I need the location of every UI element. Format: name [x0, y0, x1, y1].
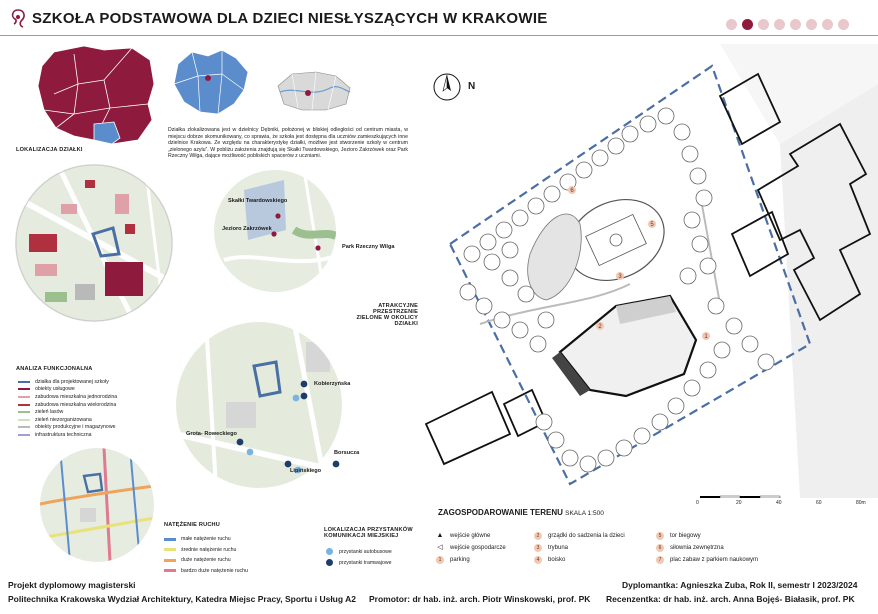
functional-legend-item — [18, 393, 117, 401]
poland-map — [34, 44, 158, 148]
functional-label: ANALIZA FUNKCJONALNA — [16, 366, 93, 372]
north-arrow-icon — [432, 72, 462, 102]
svg-text:2: 2 — [598, 324, 602, 330]
site-legend-item — [656, 554, 758, 566]
legend-text: wejście gospodarcze — [450, 545, 506, 551]
svg-text:3: 3 — [618, 274, 622, 280]
legend-marker-icon: 2 — [534, 532, 542, 540]
green-label — [334, 303, 418, 327]
site-legend-col3 — [656, 530, 758, 566]
legend-text: wejście główne — [450, 533, 491, 539]
footer-promotor: Promotor: dr hab. inż. arch. Piotr Winskowski, prof. PK — [369, 594, 591, 604]
legend-text: parking — [450, 557, 470, 563]
footer-left-line2: Politechnika Krakowska Wydział Architektury, Katedra Miejsc Pracy, Sportu i Usług A2 — [8, 594, 356, 604]
legend-swatch — [18, 426, 30, 428]
stop-label: Borsucza — [334, 450, 360, 456]
green-place-label: Skałki Twardowskiego — [228, 198, 288, 204]
site-title-text: ZAGOSPODAROWANIE TERENU — [438, 508, 563, 517]
green-label-line: ATRAKCYJNE PRZESTRZENIE — [373, 303, 418, 315]
legend-text: przystanki tramwajowe — [339, 559, 392, 566]
functional-legend-item — [18, 431, 117, 439]
legend-text: grządki do sadzenia la dzieci — [548, 533, 625, 539]
traffic-label: NATĘŻENIE RUCHU — [164, 522, 221, 528]
site-plan — [420, 44, 878, 498]
legend-swatch — [18, 396, 30, 398]
scale-tick-label: 0 — [696, 500, 699, 506]
legend-text: działka dla projektowanej szkoły — [35, 378, 109, 385]
scale-bar — [700, 496, 780, 498]
legend-marker-icon: 6 — [656, 544, 664, 552]
green-place-label: Park Rzeczny Wilga — [342, 244, 395, 250]
legend-text: zabudowa mieszkalna wielorodzina — [35, 401, 117, 408]
legend-text: zieleń niezorganizowana — [35, 416, 92, 423]
traffic-legend-item — [164, 534, 248, 545]
footer-right-line1: Dyplomantka: Agnieszka Zuba, Rok II, semestr I 2023/2024 — [622, 580, 858, 590]
page-dot[interactable] — [822, 19, 833, 30]
legend-marker-icon: 4 — [534, 556, 542, 564]
traffic-legend-item — [164, 566, 248, 577]
stop-dot-icon — [326, 559, 333, 566]
transport-label-line: LOKALIZACJA PRZYSTANKÓW — [324, 527, 413, 533]
legend-swatch — [18, 381, 30, 383]
stop-label: Lipińskiego — [290, 468, 322, 474]
transport-map — [176, 322, 342, 488]
functional-legend-item — [18, 378, 117, 386]
legend-swatch — [18, 404, 30, 406]
green-place-label: Jezioro Zakrzówek — [222, 226, 272, 232]
page-dot[interactable] — [806, 19, 817, 30]
site-legend-col2 — [534, 530, 625, 566]
scale-tick-label: 80m — [856, 500, 866, 506]
traffic-legend-item — [164, 555, 248, 566]
functional-legend-item — [18, 386, 117, 394]
site-legend-col1 — [436, 530, 506, 566]
legend-text: zabudowa mieszkalna jednorodzina — [35, 393, 118, 400]
location-label: LOKALIZACJA DZIAŁKI — [16, 147, 83, 153]
legend-marker-icon: ◁ — [437, 544, 443, 551]
legend-swatch — [18, 434, 30, 436]
footer-right-line2: Recenzentka: dr hab. inż. arch. Anna Bojęś- Białasik, prof. PK — [606, 594, 855, 604]
scale-tick-label: 40 — [776, 500, 782, 506]
functional-analysis-map — [15, 164, 173, 322]
page-dot[interactable] — [790, 19, 801, 30]
legend-swatch — [18, 419, 30, 421]
legend-text: duże natężenie ruchu — [181, 557, 231, 564]
legend-marker-icon: 7 — [656, 556, 664, 564]
scale-tick-label: 20 — [736, 500, 742, 506]
legend-text: tor biegowy — [670, 533, 701, 539]
legend-marker-icon: ▲ — [436, 532, 444, 539]
site-legend-item — [534, 530, 625, 542]
page-dot[interactable] — [758, 19, 769, 30]
legend-swatch — [164, 548, 176, 551]
page-indicator — [726, 17, 854, 35]
legend-marker-icon: 5 — [656, 532, 664, 540]
transport-label-line: KOMUNIKACJI MIEJSKIEJ — [324, 533, 399, 539]
location-description: Działka zlokalizowana jest w dzielnicy Dębniki, położonej w bliskiej odległości od centrum miasta, w miejscu dobrze skomunikowany, co sprawia, że szkoła jest dostępna dla uczniów zamieszkujących inne dzielnice Krakowa. Ze względu na charakterystykę działki, możliwe jest stworzenie szkoły w centrum „zielonego azylu”. W pobliżu założenia znajdują się Skałki Twardowskiego, Jezioro Zakrzówek oraz Park Rzeczny Wilga, dające możliwość pobliskich spacerów z uczniami. — [168, 127, 408, 160]
site-legend-item — [436, 542, 506, 554]
legend-swatch — [164, 569, 176, 572]
legend-text: obiekty produkcyjne i magazynowe — [35, 424, 116, 431]
page-dot[interactable] — [838, 19, 849, 30]
site-legend-item — [534, 542, 625, 554]
functional-legend-item — [18, 408, 117, 416]
legend-swatch — [164, 538, 176, 541]
scale-tick-label: 60 — [816, 500, 822, 506]
legend-text: średnie natężenie ruchu — [181, 546, 237, 553]
legend-text: infrastruktura techniczna — [35, 431, 92, 438]
stop-label: Grota- Roweckiego — [186, 431, 237, 437]
footer-left-line1: Projekt dyplomowy magisterski — [8, 580, 136, 590]
functional-legend-item — [18, 416, 117, 424]
functional-legend-item — [18, 401, 117, 409]
legend-swatch — [164, 559, 176, 562]
functional-legend — [18, 378, 117, 439]
site-legend-item — [656, 530, 758, 542]
traffic-legend-item — [164, 545, 248, 556]
school-logo-icon — [8, 8, 28, 30]
legend-text: boisko — [548, 557, 566, 563]
legend-marker-icon: 1 — [436, 556, 444, 564]
traffic-map — [40, 448, 154, 562]
transport-legend — [326, 546, 392, 568]
legend-text: zieleń lasów — [35, 409, 64, 416]
legend-text: trybuna — [548, 545, 569, 551]
functional-legend-item — [18, 424, 117, 432]
legend-marker-icon: 3 — [534, 544, 542, 552]
legend-text: plac zabaw z parkiem naukowym — [670, 557, 759, 563]
page-dot[interactable] — [774, 19, 785, 30]
page-title: SZKOŁA PODSTAWOWA DLA DZIECI NIESŁYSZĄCYCH W KRAKOWIE — [32, 10, 548, 27]
svg-text:1: 1 — [704, 334, 708, 340]
legend-swatch — [18, 411, 30, 413]
transport-legend-item — [326, 546, 392, 557]
page-dot-active[interactable] — [742, 19, 753, 30]
svg-text:5: 5 — [650, 222, 654, 228]
svg-text:6: 6 — [570, 188, 574, 194]
traffic-legend — [164, 534, 248, 576]
legend-text: przystanki autobusowe — [339, 548, 392, 555]
green-label-line: ZIELONE W OKOLICY DZIAŁKI — [356, 315, 418, 327]
page-dot[interactable] — [726, 19, 737, 30]
site-legend-item — [656, 542, 758, 554]
site-legend-item — [534, 554, 625, 566]
legend-text: bardzo duże natężenie ruchu — [181, 567, 248, 574]
site-plan-title — [438, 508, 604, 517]
krakow-map — [272, 68, 354, 114]
legend-swatch — [18, 388, 30, 390]
stop-label: Kobierzyńska — [314, 381, 351, 387]
malopolska-map — [170, 46, 252, 118]
site-legend-item — [436, 554, 506, 566]
legend-text: małe natężenie ruchu — [181, 536, 231, 543]
site-scale-text: SKALA 1:500 — [565, 510, 604, 517]
stop-dot-icon — [326, 548, 333, 555]
header-divider — [0, 35, 878, 36]
site-legend-item — [436, 530, 506, 542]
transport-label — [324, 527, 413, 539]
legend-text: siłownia zewnętrzna — [670, 545, 724, 551]
legend-text: obiekty usługowe — [35, 386, 75, 393]
north-label: N — [468, 81, 476, 92]
transport-legend-item — [326, 557, 392, 568]
